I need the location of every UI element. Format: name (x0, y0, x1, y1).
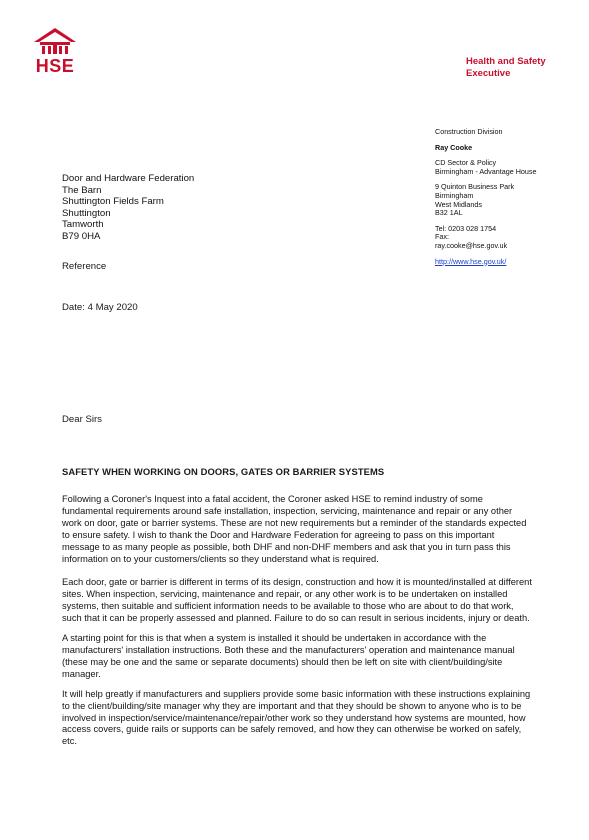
recipient-line1: Door and Hardware Federation (62, 173, 195, 184)
sender-email: ray.cooke@hse.gov.uk (435, 240, 508, 250)
body-paragraph-3: A starting point for this is that when a system is installed it should be undertaken in accordance with the manufacturers' installation instructions. Both these and the manufacturers' operation and maintenance manual (these may be one and the same or separate documents) should then be left on site with client/building/site manager. (62, 633, 515, 679)
dept-line1: CD Sector & Policy (435, 158, 497, 168)
organisation-name (466, 56, 576, 80)
org-name-line1: Health and Safety (466, 56, 546, 67)
letter-body (62, 494, 534, 760)
letter-date: Date: 4 May 2020 (62, 302, 138, 313)
sender-addr-line2: Birmingham (435, 190, 474, 200)
recipient-address (62, 173, 194, 243)
sender-division: Construction Division (435, 127, 503, 136)
reference-label: Reference (62, 261, 107, 272)
sender-tel: Tel: 0203 028 1754 (435, 223, 497, 233)
dept-line2: Birmingham - Advantage House (435, 166, 537, 176)
recipient-line5: Tamworth (62, 219, 104, 231)
recipient-line2: The Barn (62, 184, 102, 196)
sender-fax: Fax: (435, 232, 449, 242)
sender-addr-line4: B32 1AL (435, 208, 463, 218)
org-name-line2: Executive (466, 68, 511, 79)
sender-details (435, 128, 575, 273)
body-paragraph-2: Each door, gate or barrier is different in terms of its design, construction and how it is mounted/installed at different sites. When inspection, servicing, maintenance and repair, or any other work is to be undertaken on installed systems, then suitable and sufficient information needs to be available to those who are about to do that work, such that it can be properly assessed and planned. Failure to do so can result in serious incidents, injury or death. (62, 577, 532, 624)
sender-address (435, 183, 575, 217)
letter-subject: SAFETY WHEN WORKING ON DOORS, GATES OR BARRIER SYSTEMS (62, 466, 385, 477)
salutation: Dear Sirs (62, 414, 102, 425)
recipient-line3: Shuttington Fields Farm (62, 196, 164, 208)
sender-department (435, 159, 575, 176)
sender-name: Ray Cooke (435, 142, 473, 152)
sender-addr-line3: West Midlands (435, 199, 483, 209)
recipient-line6: B79 0HA (62, 230, 101, 242)
sender-addr-line1: 9 Quinton Business Park (435, 182, 515, 192)
recipient-line4: Shuttington (62, 207, 111, 219)
website-link[interactable]: http://www.hse.gov.uk/ (435, 256, 507, 266)
body-paragraph-1: Following a Coroner's Inquest into a fatal accident, the Coroner asked HSE to remind industry of some fundamental requirements around safe installation, inspection, servicing, maintenance and repair or any other work on door, gate or barrier systems. These are not new requirements but a reminder of the standards expected to ensure safety. I wish to thank the Door and Hardware Federation for agreeing to pass on this important message to as many people as possible, both DHF and non-DHF members and ask that you in turn pass this information on to your customers/clients so they understand what is required. (62, 494, 527, 564)
body-paragraph-4: It will help greatly if manufacturers and suppliers provide some basic information with these instructions explaining to the client/building/site manager why they are important and that they should be shown to anyone who is to be involved in inspection/service/maintenance/repair/other work so they understand how systems are mounted, how access covers, guide rails or supports can be safely removed, and how they can otherwise be worked on safely, etc. (62, 688, 531, 747)
logo-text: HSE (35, 56, 75, 76)
sender-contact (435, 225, 575, 251)
